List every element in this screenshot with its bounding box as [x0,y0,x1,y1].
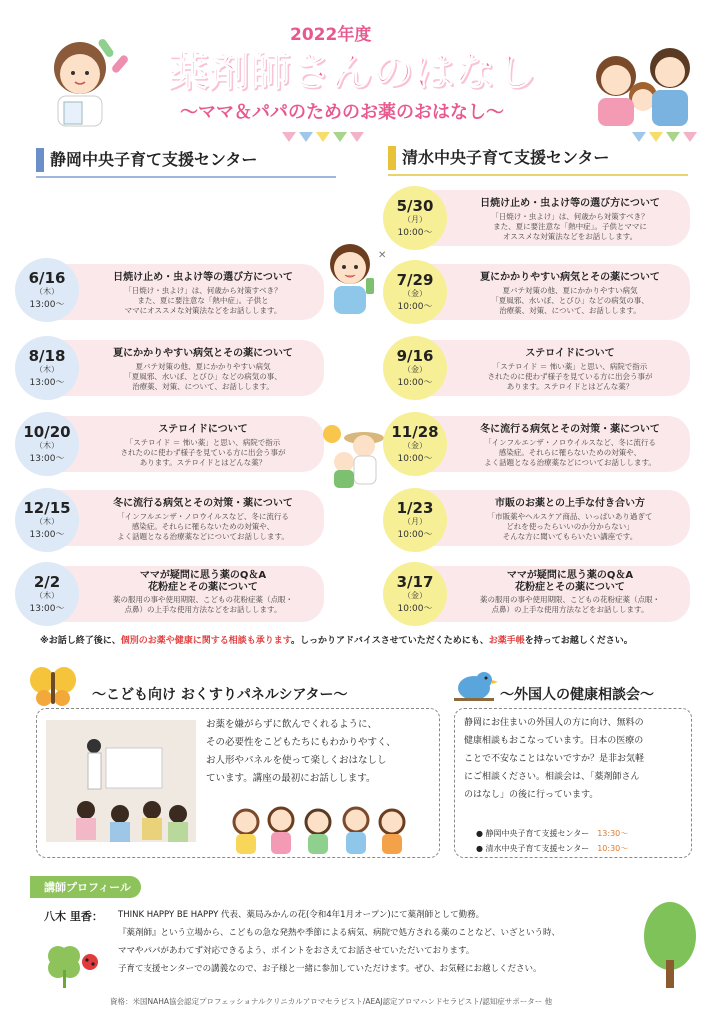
session-desc-line: 治療薬、対策、について、お話しします。 [132,382,274,391]
session-desc-line: 治療薬、対策、について、お話しします。 [499,306,641,315]
session-date: 5/30 [396,197,434,215]
session-weekday: （木） [35,287,59,296]
session-weekday: （木） [35,441,59,450]
theater-description [206,716,432,788]
session-title: 夏にかかりやすい病気とその薬について [480,272,660,283]
profile-line: THINK HAPPY BE HAPPY 代表、薬局みかんの花(令和4年1月オープン)にて薬剤師として勤務。 [118,910,485,920]
session-desc-line: 感染症。それらに罹らないための対策や、 [498,448,642,457]
foreign-schedule-list [476,828,686,854]
session-date-circle [15,258,79,322]
session-desc-line: 薬の服用の事や使用期限、こどもの花粉症薬（点眼・ [480,595,660,604]
session-title: 夏にかかりやすい病気とその薬について [113,348,293,359]
consult-time: 10:30～ [597,844,629,853]
session-desc-line: 感染症。それらに罹らないための対策や、 [131,522,275,531]
profile-banner: 講師プロフィール [30,876,141,898]
session-weekday: （金） [403,365,427,374]
note-middle: 。しっかりアドバイスさせていただくためにも、 [291,636,489,646]
fiscal-year: 2022年度 [290,25,372,45]
theater-line: ています。講座の最初にお話しします。 [206,773,376,784]
session-desc-line: 夏バテ対策の他、夏にかかりやすい病気 [502,286,638,295]
session-date-circle [15,562,79,626]
session-time: 13:00～ [29,454,65,464]
session-title: ママが疑問に思う薬のQ＆A 花粉症とその薬について [139,570,267,593]
session-desc-line: あります。ステロイドとはどんな薬？ [139,458,267,467]
session-panel [420,416,690,472]
tree-icon [640,900,700,990]
session-desc-line: よく話題となる治療薬などについてお話しします。 [484,458,656,467]
foreign-line: 健康相談もおこなっています。日本の医療の [464,736,644,746]
center-name: 清水中央子育て支援センター [485,844,590,853]
session-weekday: （木） [35,365,59,374]
session-desc-line: 夏バテ対策の他、夏にかかりやすい病気 [135,362,271,371]
session-desc-line: オススメな対策法などをお話しします。 [502,232,638,241]
session-time: 10:00～ [397,454,433,464]
session-desc-line: 「夏風邪、水いぼ、とびひ」などの病気の事、 [491,296,649,305]
session-title: 日焼け止め・虫よけ等の選び方について [113,272,293,283]
session-title: 冬に流行る病気とその対策・薬について [480,424,660,435]
session-date-circle [15,488,79,552]
session-desc-line: 「ステロイド ＝ 怖い薬」と思い、病院で指示 [125,438,281,447]
foreign-description [464,714,688,804]
session-weekday: （木） [35,591,59,600]
session-date: 12/15 [23,499,71,517]
left-center-heading: 静岡中央子育て支援センター [36,148,257,172]
right-heading-underline [388,174,688,176]
session-date: 2/2 [33,573,61,591]
svg-text:✕: ✕ [378,250,387,261]
session-title: ステロイドについて [525,348,615,359]
session-date-circle [15,412,79,476]
session-panel [420,340,690,396]
session-date-circle [383,186,447,250]
session-weekday: （木） [35,517,59,526]
theater-line: その必要性をこどもたちにもわかりやすく、 [206,737,396,748]
session-date: 7/29 [396,271,434,289]
butterfly-icon [28,664,78,708]
session-date-circle [383,260,447,324]
boy-with-bug-spray-illustration [318,238,390,318]
session-time: 10:00～ [397,302,433,312]
page-title: 薬剤師さんのはなし [168,49,537,95]
session-weekday: （金） [403,289,427,298]
session-desc-line: されたのに使わず様子を見ている方に出会う事が [487,372,653,381]
right-center-heading: 清水中央子育て支援センター [388,146,609,170]
session-desc-line: されたのに使わず様子を見ている方に出会う事が [120,448,286,457]
session-desc-line: 点鼻）の上手な使用方法などをお話しします。 [124,605,282,614]
session-desc-line: あります。ステロイドとはどんな薬？ [506,382,634,391]
session-time: 13:00～ [29,604,65,614]
session-date: 6/16 [28,269,66,287]
session-title: ステロイドについて [158,424,248,435]
session-panel [420,490,690,546]
list-item: ● 静岡中央子育て支援センター 13:30～ [476,829,629,838]
session-panel [420,566,690,622]
profile-line: 子育て支援センターでの講義なので、お子様と一緒に参加していただけます。ぜひ、お気軽にお越しください。 [118,964,542,974]
theater-line: お人形やパネルを使って楽しくおはなしし [206,755,387,766]
note-suffix: を持ってお越しください。 [524,636,633,646]
session-panel [52,490,324,546]
session-date-circle [383,562,447,626]
bird-icon [452,668,498,704]
children-group-illustration [226,800,416,856]
session-time: 13:00～ [29,300,65,310]
session-weekday: （月） [403,215,427,224]
session-panel [420,190,690,246]
session-date: 11/28 [391,423,439,441]
clover-ladybug-icon [40,940,104,990]
session-date: 3/17 [396,573,434,591]
profile-qualifications: 資格：米国NAHA協会認定プロフェッショナルクリニカルアロマセラピスト/AEAJ認定アロマハンドセラピスト/認知症サポーター 他 [110,997,553,1006]
session-desc-line: 「インフルエンザ・ノロウイルスなど、冬に流行る [117,512,289,521]
session-desc-line: また、夏に要注意な「熱中症」。子供と [137,296,269,305]
foreign-line: 静岡にお住まいの外国人の方に向け、無料の [464,718,644,728]
page-subtitle: ～ママ＆パパのためのお薬のおはなし～ [180,102,504,123]
bunting-flags-right [632,132,697,142]
session-desc-line: 「市販薬やヘルスケア商品、いっぱいあり過ぎて [487,512,653,521]
session-panel [52,566,324,622]
note-highlight-consultation: 個別のお薬や健康に関する相談も承ります [120,636,292,646]
session-time: 13:00～ [29,378,65,388]
session-desc-line: 「日焼け・虫よけ」は、何歳から対策すべき？ [124,286,282,295]
session-date: 8/18 [28,347,66,365]
foreign-line: ことで不安なことはないですか？是非お気軽 [464,754,645,764]
session-date: 9/16 [396,347,434,365]
session-desc-line: よく話題となる治療薬などについてお話しします。 [117,532,289,541]
note-prefix: ※お話し終了後に、 [40,636,121,646]
session-time: 10:00～ [397,228,433,238]
session-time: 13:00～ [29,530,65,540]
bunting-flags-top [282,132,364,142]
session-time: 10:00～ [397,378,433,388]
session-time: 10:00～ [397,604,433,614]
pharmacist-illustration [40,28,130,128]
profile-name: 八木 里香： [44,910,103,923]
consultation-note [40,633,633,646]
session-desc-line: 点鼻）の上手な使用方法などをお話しします。 [491,605,649,614]
left-heading-underline [36,176,336,178]
consult-time: 13:30～ [597,829,629,838]
theater-section-title: ～こども向け おくすりパネルシアター～ [92,687,348,703]
profile-bio [118,906,648,978]
session-panel [52,264,324,320]
session-title: 冬に流行る病気とその対策・薬について [113,498,293,509]
session-desc-line: 「夏風邪、水いぼ、とびひ」などの病気の事、 [124,372,282,381]
session-weekday: （金） [403,591,427,600]
session-date-circle [383,336,447,400]
foreign-line: のはなし」の後に行っています。 [464,790,599,800]
session-date-circle [383,488,447,552]
session-desc-line: また、夏に要注意な「熱中症」。子供とママに [493,222,647,231]
session-desc-line: 「日焼け・虫よけ」は、何歳から対策すべき？ [491,212,649,221]
session-desc-line: どれを使ったらいいのか分からない」 [506,522,634,531]
session-desc-line: 「インフルエンザ・ノロウイルスなど、冬に流行る [484,438,656,447]
session-title: 日焼け止め・虫よけ等の選び方について [480,198,660,209]
foreign-line: にご相談ください。相談会は、「薬剤師さん [464,772,640,782]
session-date: 1/23 [396,499,434,517]
note-highlight-medicine-book: お薬手帳 [488,636,525,646]
center-name: 静岡中央子育て支援センター [485,829,590,838]
list-item: ● 清水中央子育て支援センター 10:30～ [476,844,629,853]
session-desc-line: 「ステロイド ＝ 怖い薬」と思い、病院で指示 [492,362,648,371]
session-weekday: （月） [403,517,427,526]
family-illustration [588,38,698,128]
session-panel [420,264,690,320]
foreign-section-title: ～外国人の健康相談会～ [500,687,654,703]
session-time: 10:00～ [397,530,433,540]
kids-with-hat-illustration [318,420,390,490]
session-title: 市販のお薬との上手な付き合い方 [495,498,645,509]
session-date: 10/20 [23,423,71,441]
session-desc-line: そんな方に聞いてもらいたい講座です。 [502,532,638,541]
session-panel [52,416,324,472]
session-desc-line: 薬の服用の事や使用期限、こどもの花粉症薬（点眼・ [113,595,293,604]
session-weekday: （金） [403,441,427,450]
session-panel [52,340,324,396]
session-desc-line: ママにオススメな対策法などをお話しします。 [124,306,282,315]
session-date-circle [383,412,447,476]
session-date-circle [15,336,79,400]
panel-theater-photo [46,720,196,842]
theater-line: お薬を嫌がらずに飲んでくれるように、 [206,719,378,730]
profile-line: ママやパパがあわてず対応できるよう、ポイントをおさえてお話させていただいております。 [118,946,475,956]
session-title: ママが疑問に思う薬のQ＆A 花粉症とその薬について [506,570,634,593]
profile-line: 『薬剤師』という立場から、こどもの急な発熱や季節による病気、病院で処方される薬のことなど、いざという時、 [118,928,561,938]
